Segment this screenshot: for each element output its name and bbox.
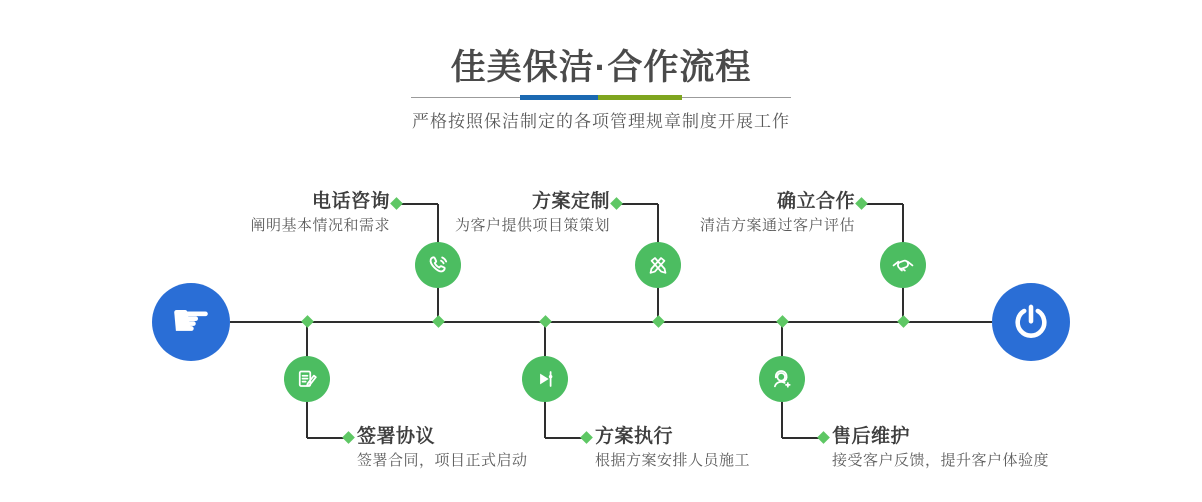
phone-icon (415, 242, 461, 288)
step-title: 确立合作 (776, 191, 855, 212)
timeline-main-line (230, 321, 992, 323)
step-text (250, 191, 390, 236)
diamond-marker (301, 315, 314, 328)
title-divider (411, 94, 791, 102)
step-description: 为客户提供项目策策划 (454, 217, 610, 234)
step-text (595, 426, 750, 471)
step-description: 接受客户反馈，提升客户体验度 (832, 452, 1050, 469)
divider-green-segment (598, 95, 682, 100)
step-title: 方案执行 (595, 426, 674, 447)
diamond-marker (652, 315, 665, 328)
diamond-marker (342, 431, 355, 444)
step-description: 根据方案安排人员施工 (595, 452, 751, 469)
power-icon (1010, 301, 1052, 343)
diamond-marker (817, 431, 830, 444)
step-title: 方案定制 (531, 191, 610, 212)
diamond-marker (610, 197, 623, 210)
timeline-end-node (992, 283, 1070, 361)
diamond-marker (539, 315, 552, 328)
step-text (832, 426, 1049, 471)
pointing-hand-icon: ☛ (170, 294, 212, 346)
step-title: 签署协议 (357, 426, 436, 447)
step-description: 清洁方案通过客户评估 (699, 217, 855, 234)
step-text (700, 191, 855, 236)
page-title: 佳美保洁·合作流程 (450, 48, 752, 87)
diamond-marker (580, 431, 593, 444)
crossed-pencils-icon (635, 242, 681, 288)
headset-plus-icon (759, 356, 805, 402)
step-description: 阐明基本情况和需求 (250, 217, 390, 234)
contract-pen-icon (284, 356, 330, 402)
step-text (455, 191, 610, 236)
divider-blue-segment (520, 95, 598, 100)
diamond-marker (390, 197, 403, 210)
diamond-marker (855, 197, 868, 210)
step-description: 签署合同，项目正式启动 (357, 452, 528, 469)
step-title: 售后维护 (832, 426, 911, 447)
step-text (357, 426, 528, 471)
diamond-marker (897, 315, 910, 328)
timeline-start-node (152, 283, 230, 361)
step-title: 电话咨询 (311, 191, 390, 212)
handshake-icon (880, 242, 926, 288)
diamond-marker (432, 315, 445, 328)
diamond-marker (776, 315, 789, 328)
play-slider-icon (522, 356, 568, 402)
page-subtitle: 严格按照保洁制定的各项管理规章制度开展工作 (412, 112, 790, 131)
